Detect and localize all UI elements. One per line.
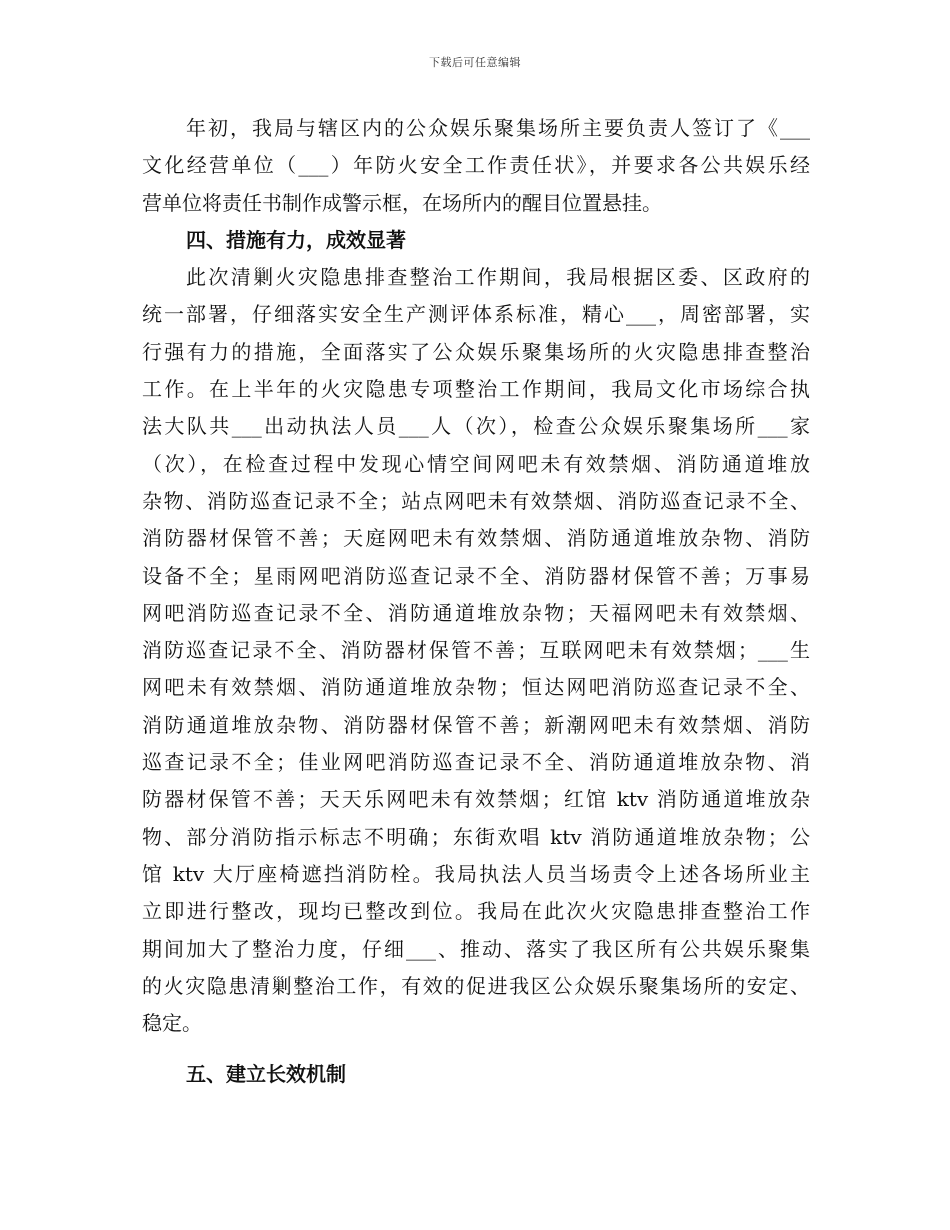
paragraph-line: 消防器材保管不善；天庭网吧未有效禁烟、消防通道堆放杂物、消防: [142, 526, 810, 551]
paragraph-line: 消防通道堆放杂物、消防器材保管不善；新潮网吧未有效禁烟、消防: [142, 712, 810, 737]
section-heading-5: 五、建立长效机制: [186, 1062, 346, 1087]
paragraph-line: （次），在检查过程中发现心情空间网吧未有效禁烟、消防通道堆放: [142, 451, 810, 476]
paragraph-line: 工作。在上半年的火灾隐患专项整治工作期间，我局文化市场综合执: [142, 377, 810, 402]
paragraph-line: 统一部署，仔细落实安全生产测评体系标准，精心___，周密部署，实: [142, 302, 810, 327]
paragraph-line: 法大队共___出动执法人员___人（次），检查公众娱乐聚集场所___家: [142, 414, 810, 439]
paragraph-line: 馆 ktv 大厅座椅遮挡消防栓。我局执法人员当场责令上述各场所业主: [142, 861, 810, 886]
paragraph-spacer: [142, 1042, 810, 1056]
paragraph-line: 网吧未有效禁烟、消防通道堆放杂物；恒达网吧消防巡查记录不全、: [142, 675, 810, 700]
paragraph-line: 稳定。: [142, 1011, 202, 1036]
paragraph-line: 物、部分消防指示标志不明确；东街欢唱 ktv 消防通道堆放杂物；公: [142, 824, 810, 849]
paragraph-line: 营单位将责任书制作成警示框，在场所内的醒目位置悬挂。: [142, 190, 662, 215]
paragraph-line: 行强有力的措施，全面落实了公众娱乐聚集场所的火灾隐患排查整治: [142, 339, 810, 364]
paragraph-line: 杂物、消防巡查记录不全；站点网吧未有效禁烟、消防巡查记录不全、: [142, 488, 810, 513]
paragraph-line: 巡查记录不全；佳业网吧消防巡查记录不全、消防通道堆放杂物、消: [142, 750, 810, 775]
paragraph-line: 期间加大了整治力度，仔细___、推动、落实了我区所有公共娱乐聚集: [142, 936, 810, 961]
page-header-note: 下载后可任意编辑: [429, 56, 521, 69]
paragraph-line: 设备不全；星雨网吧消防巡查记录不全、消防器材保管不善；万事易: [142, 563, 810, 588]
paragraph-line: 立即进行整改，现均已整改到位。我局在此次火灾隐患排查整治工作: [142, 899, 810, 924]
paragraph-line: 年初，我局与辖区内的公众娱乐聚集场所主要负责人签订了《___: [186, 116, 810, 140]
paragraph-line: 防器材保管不善；天天乐网吧未有效禁烟；红馆 ktv 消防通道堆放杂: [142, 787, 810, 812]
paragraph-line: 此次清剿火灾隐患排查整治工作期间，我局根据区委、区政府的: [186, 265, 810, 290]
paragraph-line: 文化经营单位（___）年防火安全工作责任状》，并要求各公共娱乐经: [142, 153, 810, 178]
paragraph-line: 的火灾隐患清剿整治工作，有效的促进我区公众娱乐聚集场所的安定、: [142, 973, 810, 998]
section-heading-4: 四、措施有力，成效显著: [186, 227, 406, 252]
paragraph-line: 网吧消防巡查记录不全、消防通道堆放杂物；天福网吧未有效禁烟、: [142, 600, 810, 625]
paragraph-line: 消防巡查记录不全、消防器材保管不善；互联网吧未有效禁烟；___生: [142, 638, 810, 663]
document-body: [142, 110, 810, 1094]
